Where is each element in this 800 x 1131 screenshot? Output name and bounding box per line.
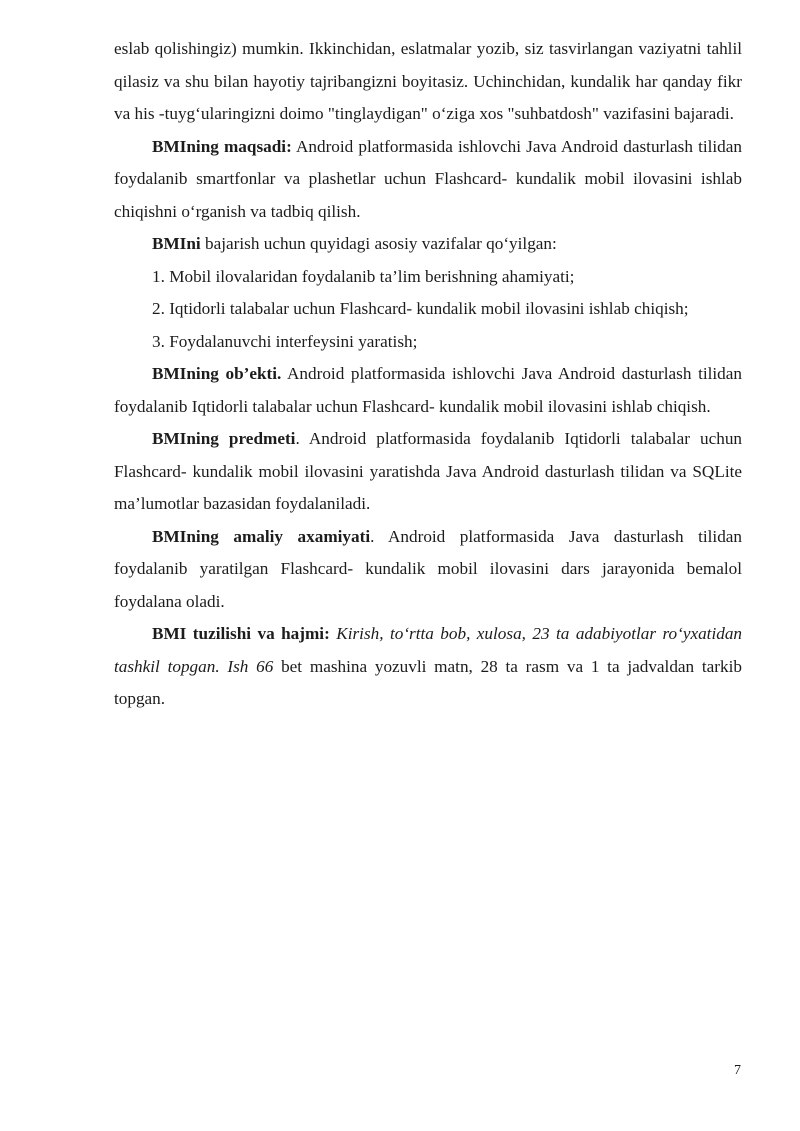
paragraph-tasks-intro (114, 228, 742, 261)
document-body (114, 33, 742, 716)
tasks-intro-text: bajarish uchun quyidagi asosiy vazifalar qo‘yilgan: (200, 234, 557, 253)
list-item: 2. Iqtidorli talabalar uchun Flashcard- kundalik mobil ilovasini ishlab chiqish; (152, 299, 689, 318)
structure-text: bet mashina yozuvli matn, 28 ta rasm va 1 ta jadvaldan tarkib topgan. (114, 656, 742, 708)
paragraph-subject (114, 423, 742, 521)
structure-heading: BMI tuzilishi va hajmi: (152, 624, 330, 643)
list-item: 3. Foydalanuvchi interfeysini yaratish; (152, 331, 418, 351)
paragraph-practical-value (114, 521, 742, 619)
object-text: Android platformasida ishlovchi Java Android dasturlash tilidan foydalanib Iqtidorli talabalar uchun Flashcard- kundalik mobil ilovasini ishlab chiqish. (114, 364, 742, 416)
structure-italic-text: Kirish, to‘rtta bob, xulosa, 23 ta adabiyotlar ro‘yxatidan tashkil topgan. Ish 66 (114, 624, 743, 676)
tasks-heading: BMIni (152, 234, 201, 253)
paragraph-goal (114, 131, 742, 229)
paragraph-structure (114, 618, 742, 716)
object-heading: BMIning ob’ekti. (152, 364, 282, 383)
paragraph-intro-continuation: eslab qolishingiz) mumkin. Ikkinchidan, eslatmalar yozib, siz tasvirlangan vaziyatni tahlil qilasiz va shu bilan hayotiy tajribangizni boyitasiz. Uchinchidan, kundalik har qanday fikr va his -tuyg‘ularingizni doimo "tinglaydigan" o‘ziga xos "suhbatdosh" vazifasini bajaradi. (114, 39, 742, 123)
page-number: 7 (734, 1063, 741, 1078)
practical-value-heading: BMIning amaliy axamiyati (152, 526, 371, 546)
paragraph-object (114, 358, 742, 423)
subject-heading: BMIning predmeti (152, 429, 296, 448)
goal-text: Android platformasida ishlovchi Java Android dasturlash tilidan foydalanib smartfonlar va plashetlar uchun Flashcard- kundalik mobil ilovasini ishlab chiqishni o‘rganish va tadbiq qilish. (114, 136, 742, 221)
list-item: 1. Mobil ilovalaridan foydalanib ta’lim berishning ahamiyati; (152, 266, 575, 286)
subject-text: . Android platformasida foydalanib Iqtidorli talabalar uchun Flashcard- kundalik mobil ilovasini yaratishda Java Android dasturlash tilidan va SQLite ma’lumotlar bazasidan foydalaniladi. (114, 429, 743, 513)
practical-value-text: . Android platformasida Java dasturlash tilidan foydalanib yaratilgan Flashcard- kundalik mobil ilovasini dars jarayonida bemalol foydalana oladi. (114, 526, 743, 611)
goal-heading: BMIning maqsadi: (152, 136, 292, 156)
